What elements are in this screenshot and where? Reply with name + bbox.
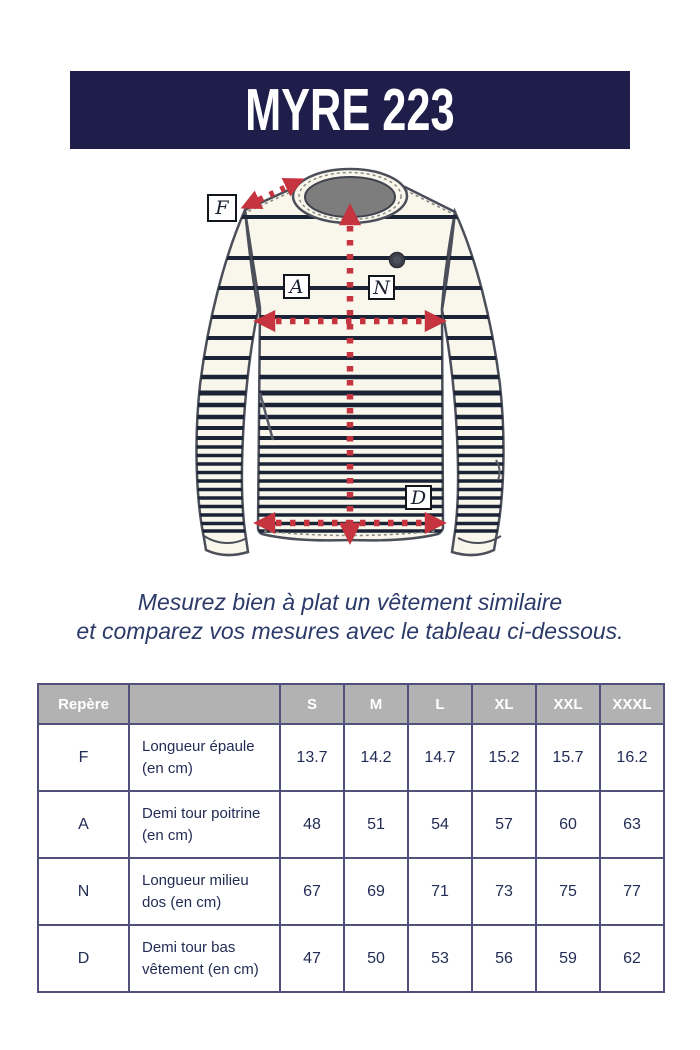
right-sleeve <box>442 212 503 555</box>
value-cell: 69 <box>344 858 408 925</box>
marker-box-a <box>283 274 310 299</box>
instruction-line-2: et comparez vos mesures avec le tableau ci-dessous. <box>76 618 624 644</box>
row-code: A <box>38 791 129 858</box>
size-table <box>37 683 665 993</box>
value-cell: 60 <box>536 791 600 858</box>
header-size-m: M <box>344 684 408 724</box>
table-row-d <box>38 925 664 992</box>
value-cell: 14.2 <box>344 724 408 791</box>
table-row-a <box>38 791 664 858</box>
value-cell: 73 <box>472 858 536 925</box>
header-description <box>129 684 280 724</box>
striped-shirt-illustration <box>180 160 525 575</box>
value-cell: 63 <box>600 791 664 858</box>
marker-box-f <box>207 194 237 222</box>
header-size-s: S <box>280 684 344 724</box>
value-cell: 57 <box>472 791 536 858</box>
table-row-f <box>38 724 664 791</box>
row-label: Demi tour poitrine (en cm) <box>129 791 280 858</box>
row-code: D <box>38 925 129 992</box>
left-sleeve <box>197 210 258 555</box>
instruction-line-1: Mesurez bien à plat un vêtement similaire <box>137 589 563 615</box>
row-code: N <box>38 858 129 925</box>
value-cell: 59 <box>536 925 600 992</box>
value-cell: 15.2 <box>472 724 536 791</box>
marker-label-d: D <box>410 486 427 509</box>
value-cell: 14.7 <box>408 724 472 791</box>
value-cell: 67 <box>280 858 344 925</box>
value-cell: 50 <box>344 925 408 992</box>
value-cell: 75 <box>536 858 600 925</box>
value-cell: 51 <box>344 791 408 858</box>
value-cell: 13.7 <box>280 724 344 791</box>
value-cell: 77 <box>600 858 664 925</box>
marker-label-f: F <box>215 197 229 219</box>
value-cell: 56 <box>472 925 536 992</box>
product-title: MYRE 223 <box>245 76 455 144</box>
row-label: Demi tour bas vêtement (en cm) <box>129 925 280 992</box>
value-cell: 16.2 <box>600 724 664 791</box>
marker-box-n <box>368 275 395 300</box>
measurement-diagram <box>0 160 700 575</box>
header-size-xl: XL <box>472 684 536 724</box>
product-banner <box>70 71 630 149</box>
table-row-n <box>38 858 664 925</box>
value-cell: 71 <box>408 858 472 925</box>
value-cell: 54 <box>408 791 472 858</box>
marker-label-n: N <box>373 276 390 299</box>
header-size-xxl: XXL <box>536 684 600 724</box>
value-cell: 15.7 <box>536 724 600 791</box>
row-code: F <box>38 724 129 791</box>
header-repere: Repère <box>38 684 129 724</box>
row-label: Longueur épaule (en cm) <box>129 724 280 791</box>
value-cell: 62 <box>600 925 664 992</box>
size-table-header-row <box>38 684 664 724</box>
row-label: Longueur milieu dos (en cm) <box>129 858 280 925</box>
header-size-xxxl: XXXL <box>600 684 664 724</box>
header-size-l: L <box>408 684 472 724</box>
measuring-instructions <box>0 588 700 646</box>
value-cell: 53 <box>408 925 472 992</box>
value-cell: 47 <box>280 925 344 992</box>
chest-badge <box>390 253 405 268</box>
marker-label-a: A <box>289 275 304 298</box>
marker-box-d <box>405 485 432 510</box>
value-cell: 48 <box>280 791 344 858</box>
